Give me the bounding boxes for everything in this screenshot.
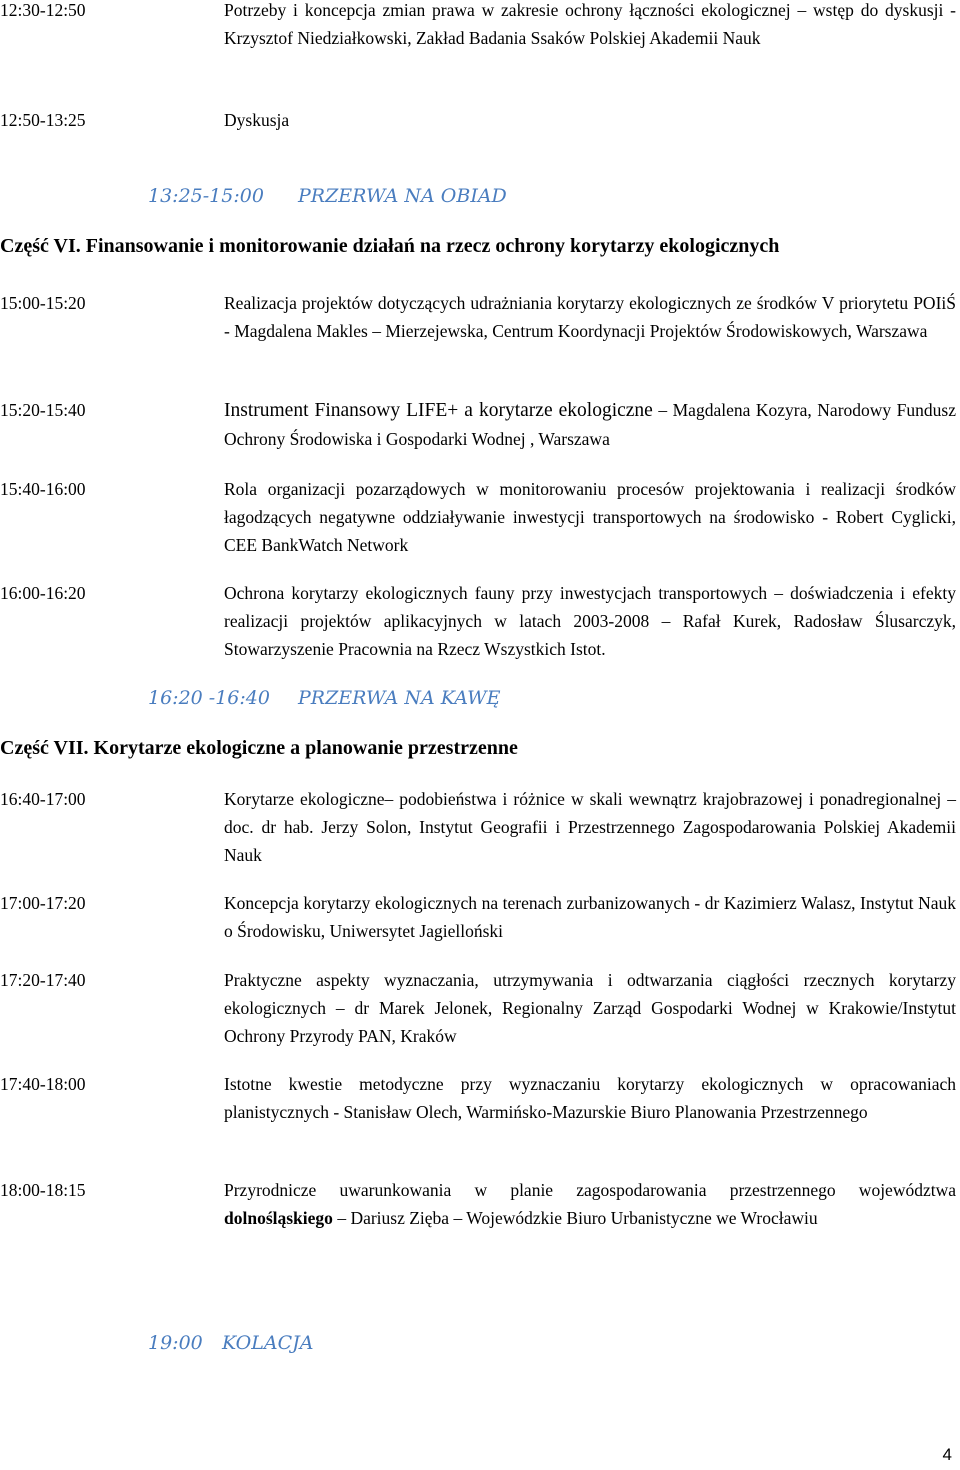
agenda-time: 15:40-16:00 <box>0 479 86 499</box>
agenda-description: Praktyczne aspekty wyznaczania, utrzymywania i odtwarzania ciągłości rzecznych korytarzy ekologicznych – dr Marek Jelonek, Regionalny Zarząd Gospodarki Wodnej w Krakowie/Instytut Ochrony Przyrody PAN, Kraków <box>224 970 956 1046</box>
talk-text-start: Przyrodnicze uwarunkowania w planie zagospodarowania przestrzennego województwa <box>224 1180 956 1200</box>
talk-text-end: – Dariusz Zięba – Wojewódzkie Biuro Urbanistyczne we Wrocławiu <box>332 1208 818 1228</box>
section-heading-6: Część VI. Finansowanie i monitorowanie działań na rzecz ochrony korytarzy ekologicznych <box>0 235 780 257</box>
agenda-description: Korytarze ekologiczne– podobieństwa i różnice w skali wewnątrz krajobrazowej i ponadregionalnej – doc. dr hab. Jerzy Solon, Instytut Geografii i Przestrzennego Zagospodarowania Polskiej Akademii Nauk <box>224 789 956 865</box>
talk-text-bold: dolnośląskiego <box>224 1208 333 1228</box>
agenda-description: Realizacja projektów dotyczących udrażniania korytarzy ekologicznych ze środków V priorytetu POIiŚ - Magdalena Makles – Mierzejewska, Centrum Koordynacji Projektów Środowiskowych, Warszawa <box>224 293 956 341</box>
agenda-description: Dyskusja <box>224 110 290 130</box>
agenda-description: Istotne kwestie metodyczne przy wyznaczaniu korytarzy ekologicznych w opracowaniach planistycznych - Stanisław Olech, Warmińsko-Mazurskie Biuro Planowania Przestrzennego <box>224 1074 956 1122</box>
page-number: 4 <box>942 1445 952 1464</box>
agenda-time: 12:50-13:25 <box>0 110 86 130</box>
break-time: 19:00 <box>148 1332 203 1354</box>
agenda-time: 12:30-12:50 <box>0 0 86 20</box>
break-time: 16:20 -16:40 <box>148 687 270 709</box>
agenda-description: Potrzeby i koncepcja zmian prawa w zakresie ochrony łączności ekologicznej – wstęp do dyskusji - Krzysztof Niedziałkowski, Zakład Badania Ssaków Polskiej Akademii Nauk <box>224 0 956 48</box>
break-label: KOLACJA <box>222 1332 314 1354</box>
break-time: 13:25-15:00 <box>148 185 264 207</box>
talk-speaker: – Magdalena Kozyra, Narodowy Fundusz Ochrony Środowiska i Gospodarki Wodnej , Warszawa <box>224 400 956 449</box>
agenda-description: Ochrona korytarzy ekologicznych fauny przy inwestycjach transportowych – doświadczenia i efekty realizacji projektów aplikacyjnych w latach 2003-2008 – Rafał Kurek, Radosław Ślusarczyk, Stowarzyszenie Pracownia na Rzecz Wszystkich Istot. <box>224 583 956 659</box>
talk-title: Instrument Finansowy LIFE+ a korytarze ekologiczne <box>224 400 653 421</box>
agenda-description <box>224 396 956 453</box>
agenda-description: Rola organizacji pozarządowych w monitorowaniu procesów projektowania i realizacji środków łagodzących negatywne oddziaływanie inwestycji transportowych na środowisko - Robert Cyglicki, CEE BankWatch Network <box>224 479 956 555</box>
agenda-time: 17:40-18:00 <box>0 1074 86 1094</box>
agenda-description <box>224 1176 956 1232</box>
agenda-description: Koncepcja korytarzy ekologicznych na terenach zurbanizowanych - dr Kazimierz Walasz, Instytut Nauk o Środowisku, Uniwersytet Jagielloński <box>224 893 956 941</box>
agenda-time: 17:20-17:40 <box>0 970 86 990</box>
section-heading-7: Część VII. Korytarze ekologiczne a planowanie przestrzenne <box>0 737 518 759</box>
break-label: PRZERWA NA OBIAD <box>298 185 507 207</box>
agenda-time: 15:20-15:40 <box>0 400 86 420</box>
agenda-time: 15:00-15:20 <box>0 293 86 313</box>
agenda-time: 18:00-18:15 <box>0 1180 86 1200</box>
break-label: PRZERWA NA KAWĘ <box>298 687 501 709</box>
agenda-time: 16:00-16:20 <box>0 583 86 603</box>
agenda-time: 16:40-17:00 <box>0 789 86 809</box>
agenda-time: 17:00-17:20 <box>0 893 86 913</box>
